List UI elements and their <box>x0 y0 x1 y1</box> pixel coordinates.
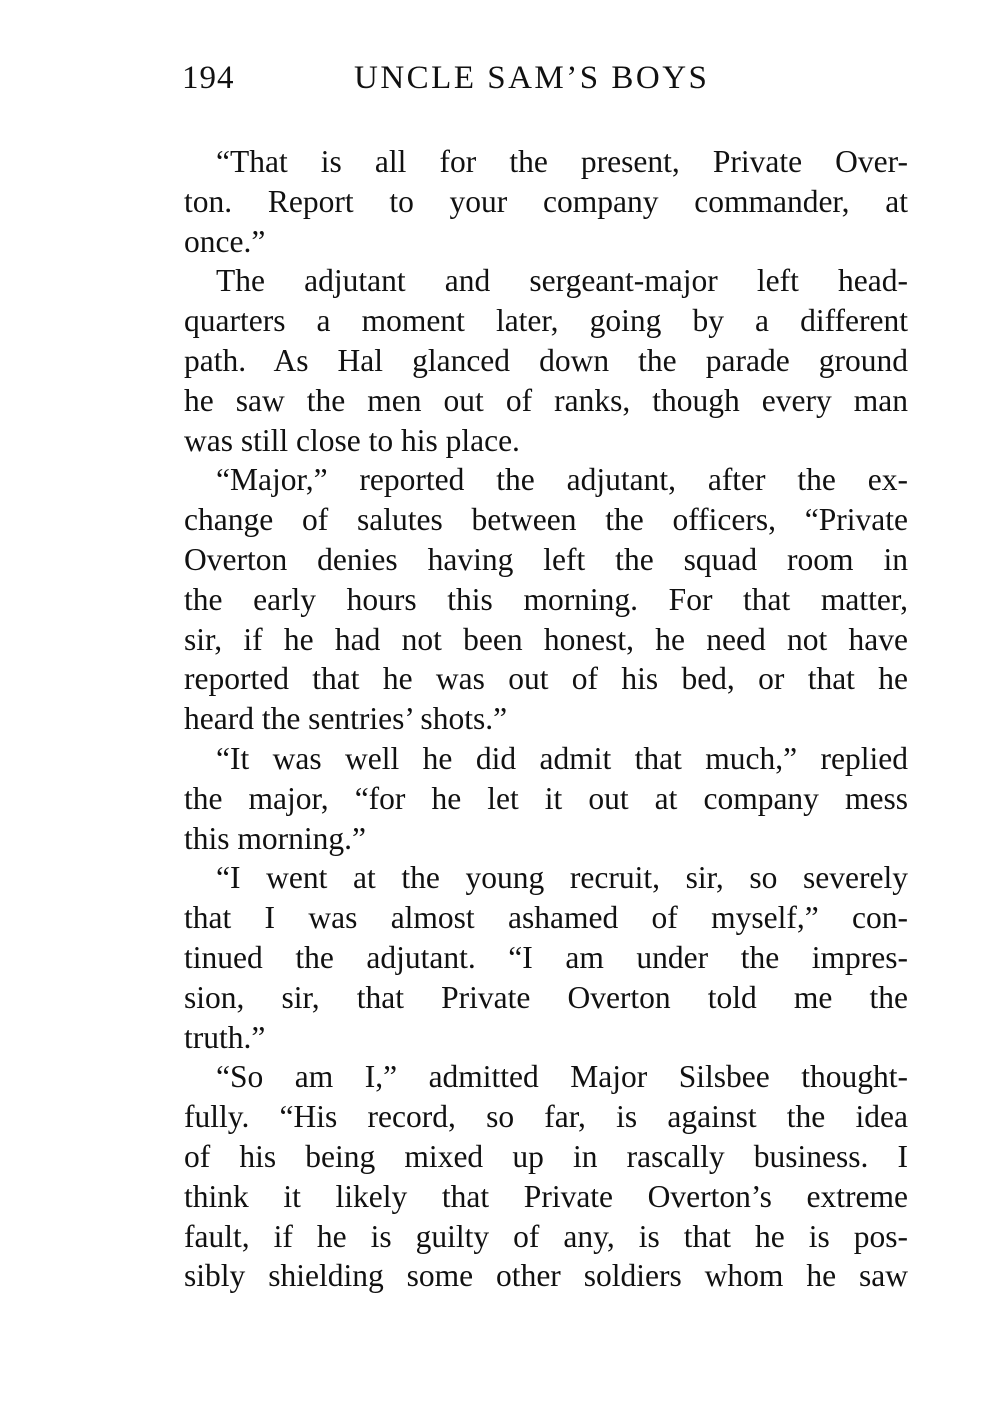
text-line: quarters a moment later, going by a different <box>184 303 908 339</box>
text-line: change of salutes between the officers, “Private <box>184 502 908 538</box>
text-line: “So am I,” admitted Major Silsbee thought- <box>216 1059 908 1095</box>
text-line: sibly shielding some other soldiers whom he saw <box>184 1258 908 1294</box>
text-line: The adjutant and sergeant-major left head- <box>216 263 908 299</box>
running-head <box>182 56 742 100</box>
text-line: once.” <box>184 223 266 259</box>
text-line: tinued the adjutant. “I am under the impres- <box>184 939 908 975</box>
text-line: he saw the men out of ranks, though every man <box>184 382 908 418</box>
text-line: the major, “for he let it out at company mess <box>184 780 908 816</box>
page-number: 194 <box>182 60 235 96</box>
text-line: ton. Report to your company commander, at <box>184 183 908 219</box>
text-line: Overton denies having left the squad room in <box>184 541 908 577</box>
text-line: truth.” <box>184 1019 266 1055</box>
paragraph-3 <box>184 460 908 739</box>
text-line: path. As Hal glanced down the parade ground <box>184 342 908 378</box>
text-line: sion, sir, that Private Overton told me the <box>184 979 908 1015</box>
text-line: the early hours this morning. For that matter, <box>184 581 908 617</box>
body-text <box>184 142 908 1296</box>
paragraph-4 <box>184 739 908 858</box>
text-line: heard the sentries’ shots.” <box>184 701 508 737</box>
text-line: this morning.” <box>184 820 366 856</box>
text-line: fault, if he is guilty of any, is that he is pos- <box>184 1218 908 1254</box>
paragraph-5 <box>184 858 908 1057</box>
paragraph-2 <box>184 261 908 460</box>
running-title: UNCLE SAM’S BOYS <box>354 60 710 96</box>
text-line: that I was almost ashamed of myself,” con- <box>184 900 908 936</box>
text-line: “That is all for the present, Private Over- <box>216 144 908 179</box>
text-line: sir, if he had not been honest, he need not have <box>184 621 908 657</box>
paragraph-6 <box>184 1057 908 1296</box>
text-line: “I went at the young recruit, sir, so severely <box>216 860 908 896</box>
text-line: think it likely that Private Overton’s extreme <box>184 1178 908 1214</box>
text-line: of his being mixed up in rascally business. I <box>184 1138 908 1174</box>
text-line: “Major,” reported the adjutant, after the ex- <box>216 462 908 498</box>
paragraph-1 <box>184 142 908 261</box>
text-line: reported that he was out of his bed, or that he <box>184 661 908 697</box>
text-line: fully. “His record, so far, is against the idea <box>184 1099 908 1135</box>
text-line: was still close to his place. <box>184 422 520 458</box>
text-line: “It was well he did admit that much,” replied <box>216 740 908 776</box>
